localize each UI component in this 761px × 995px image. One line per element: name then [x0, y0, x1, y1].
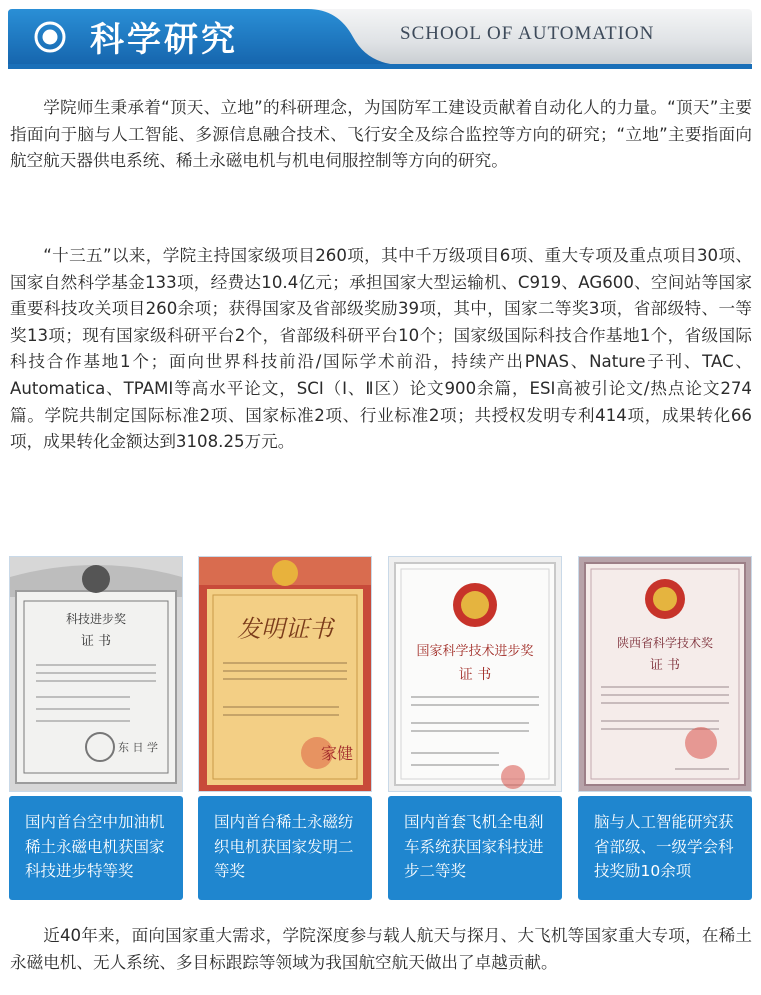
certificate-card-2 [198, 556, 372, 900]
certificate-3-subtitle: 证 书 [458, 667, 492, 683]
certificate-4-subtitle: 证 书 [649, 658, 681, 673]
svg-text:发明证书: 发明证书 [237, 615, 333, 643]
certificate-caption-2: 国内首台稀土永磁纺织电机获国家发明二等奖 [198, 796, 372, 900]
certificate-image-3 [388, 556, 562, 792]
section-header [8, 9, 752, 71]
certificate-card-1 [9, 556, 183, 900]
certificate-image-1 [9, 556, 183, 792]
section-title: 科学研究 [90, 20, 238, 60]
svg-text:科技进步奖: 科技进步奖 [65, 612, 127, 626]
certificate-image-4 [578, 556, 752, 792]
section-subtitle: SCHOOL OF AUTOMATION [400, 23, 655, 44]
certificate-image-2 [198, 556, 372, 792]
certificate-4-title: 陕西省科学技术奖 [616, 636, 714, 650]
svg-text:家健: 家健 [320, 744, 354, 763]
certificate-caption-4: 脑与人工智能研究获省部级、一级学会科技奖励10余项 [578, 796, 752, 900]
certificate-card-4 [578, 556, 752, 900]
certificate-card-3 [388, 556, 562, 900]
closing-paragraph: 近40年来，面向国家重大需求，学院深度参与载人航天与探月、大飞机等国家重大专项，在稀土永磁电机、无人系统、多目标跟踪等领域为我国航空航天做出了卓越贡献。 [10, 926, 752, 972]
svg-text:证 书: 证 书 [80, 634, 112, 649]
certificate-caption-3: 国内首套飞机全电刹车系统获国家科技进步二等奖 [388, 796, 562, 900]
intro-paragraph: 学院师生秉承着“顶天、立地”的科研理念，为国防军工建设贡献着自动化人的力量。“顶天”主要指面向于脑与人工智能、多源信息融合技术、飞行安全及综合监控等方向的研究；“立地”主要指面向航空航天器供电系统、稀土永磁电机与机电伺服控制等方向的研究。 [10, 98, 752, 171]
certificate-caption-1: 国内首台空中加油机稀土永磁电机获国家科技进步特等奖 [9, 796, 183, 900]
achievements-paragraph: “十三五”以来，学院主持国家级项目260项，其中千万级项目6项、重大专项及重点项目30项、国家自然科学基金133项，经费达10.4亿元；承担国家大型运输机、C919、AG600、空间站等国家重要科技攻关项目260余项；获得国家及省部级奖励39项，其中，国家二等奖3项，省部级特、一等奖13项；现有国家级科研平台2个，省部级科研平台10个；国家级国际科技合作基地1个，省级国际科技合作基地1个；面向世界科技前沿/国际学术前沿，持续产出PNAS、Nature子刊、TAC、Automatica、TPAMI等高水平论文，SCI（Ⅰ、Ⅱ区）论文900余篇，ESI高被引论文/热点论文274篇。学院共制定国际标准2项、国家标准2项、行业标准2项；共授权发明专利414项，成果转化66项，成果转化金额达到3108.25万元。 [10, 246, 752, 452]
svg-text:东 日 学: 东 日 学 [118, 741, 158, 754]
certificate-3-title: 国家科学技术进步奖 [416, 644, 534, 659]
